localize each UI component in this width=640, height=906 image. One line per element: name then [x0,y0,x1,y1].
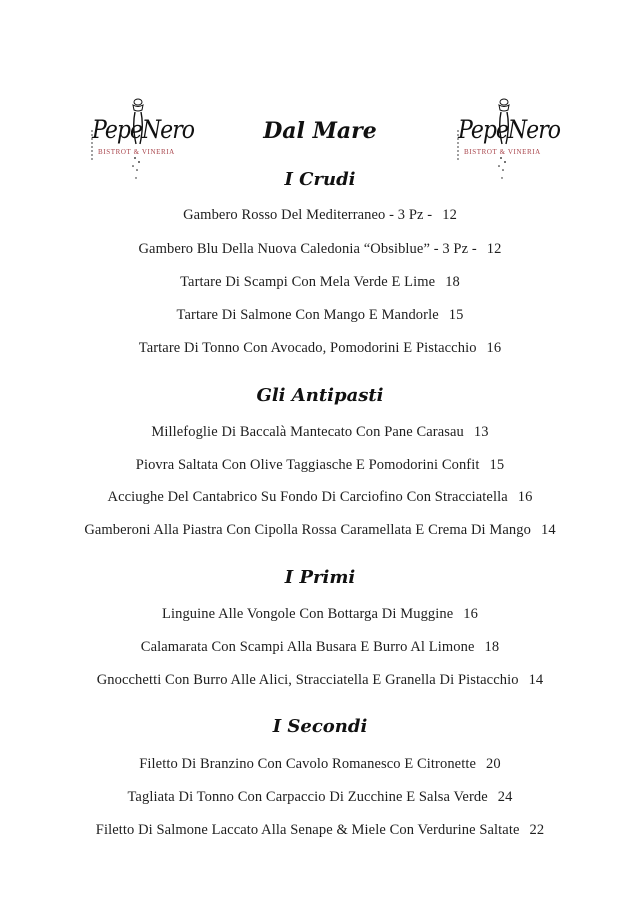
logo-brand: PepeNero [458,116,560,145]
menu-item: Gnocchetti Con Burro Alle Alici, Stracciatella E Granella Di Pistacchio 14 [96,672,544,688]
menu-item: Filetto Di Salmone Laccato Alla Senape & Miele Con Verdurine Saltate 22 [95,822,545,838]
price: 18 [445,274,460,290]
price: 16 [486,340,502,356]
price: 20 [486,756,501,772]
price: 15 [448,307,464,323]
price: 24 [497,789,513,805]
page-title: Dal Mare [263,118,377,144]
menu-item: Tagliata Di Tonno Con Carpaccio Di Zucchine E Salsa Verde 24 [127,789,513,805]
price: 18 [484,639,500,655]
price: 13 [473,424,489,440]
section-heading-crudi: I Crudi [284,169,356,190]
price: 15 [489,457,505,473]
price: 12 [442,207,457,223]
logo-subtitle: BISTROT & VINERIA [98,148,175,156]
menu-item: Filetto Di Branzino Con Cavolo Romanesco E Citronette 20 [139,756,501,772]
price: 16 [517,489,533,505]
menu-item: Tartare Di Tonno Con Avocado, Pomodorini E Pistacchio 16 [138,340,502,356]
logo-brand: PepeNero [92,116,194,145]
menu-item: Linguine Alle Vongole Con Bottarga Di Muggine 16 [162,606,478,622]
menu-item: Tartare Di Scampi Con Mela Verde E Lime 18 [180,274,460,290]
price: 16 [463,606,478,622]
menu-item: Gamberoni Alla Piastra Con Cipolla Rossa Caramellata E Crema Di Mango 14 [84,522,556,538]
menu-item: Tartare Di Salmone Con Mango E Mandorle 15 [176,307,464,323]
section-heading-secondi: I Secondi [272,716,368,737]
menu-item: Piovra Saltata Con Olive Taggiasche E Pomodorini Confit 15 [135,457,505,473]
price: 12 [486,241,502,257]
menu-item: Millefoglie Di Baccalà Mantecato Con Pane Carasau 13 [151,424,489,440]
menu-item: Gambero Rosso Del Mediterraneo - 3 Pz - 12 [183,207,457,223]
section-heading-antipasti: Gli Antipasti [256,385,384,406]
menu-item: Calamarata Con Scampi Alla Busara E Burro Al Limone 18 [140,639,500,655]
price: 14 [540,522,556,538]
logo-subtitle: BISTROT & VINERIA [464,148,541,156]
price: 14 [528,672,544,688]
menu-item: Acciughe Del Cantabrico Su Fondo Di Carciofino Con Stracciatella 16 [107,489,533,505]
menu-item: Gambero Blu Della Nuova Caledonia “Obsiblue” - 3 Pz - 12 [138,241,502,257]
price: 22 [529,822,545,838]
section-heading-primi: I Primi [284,567,356,588]
